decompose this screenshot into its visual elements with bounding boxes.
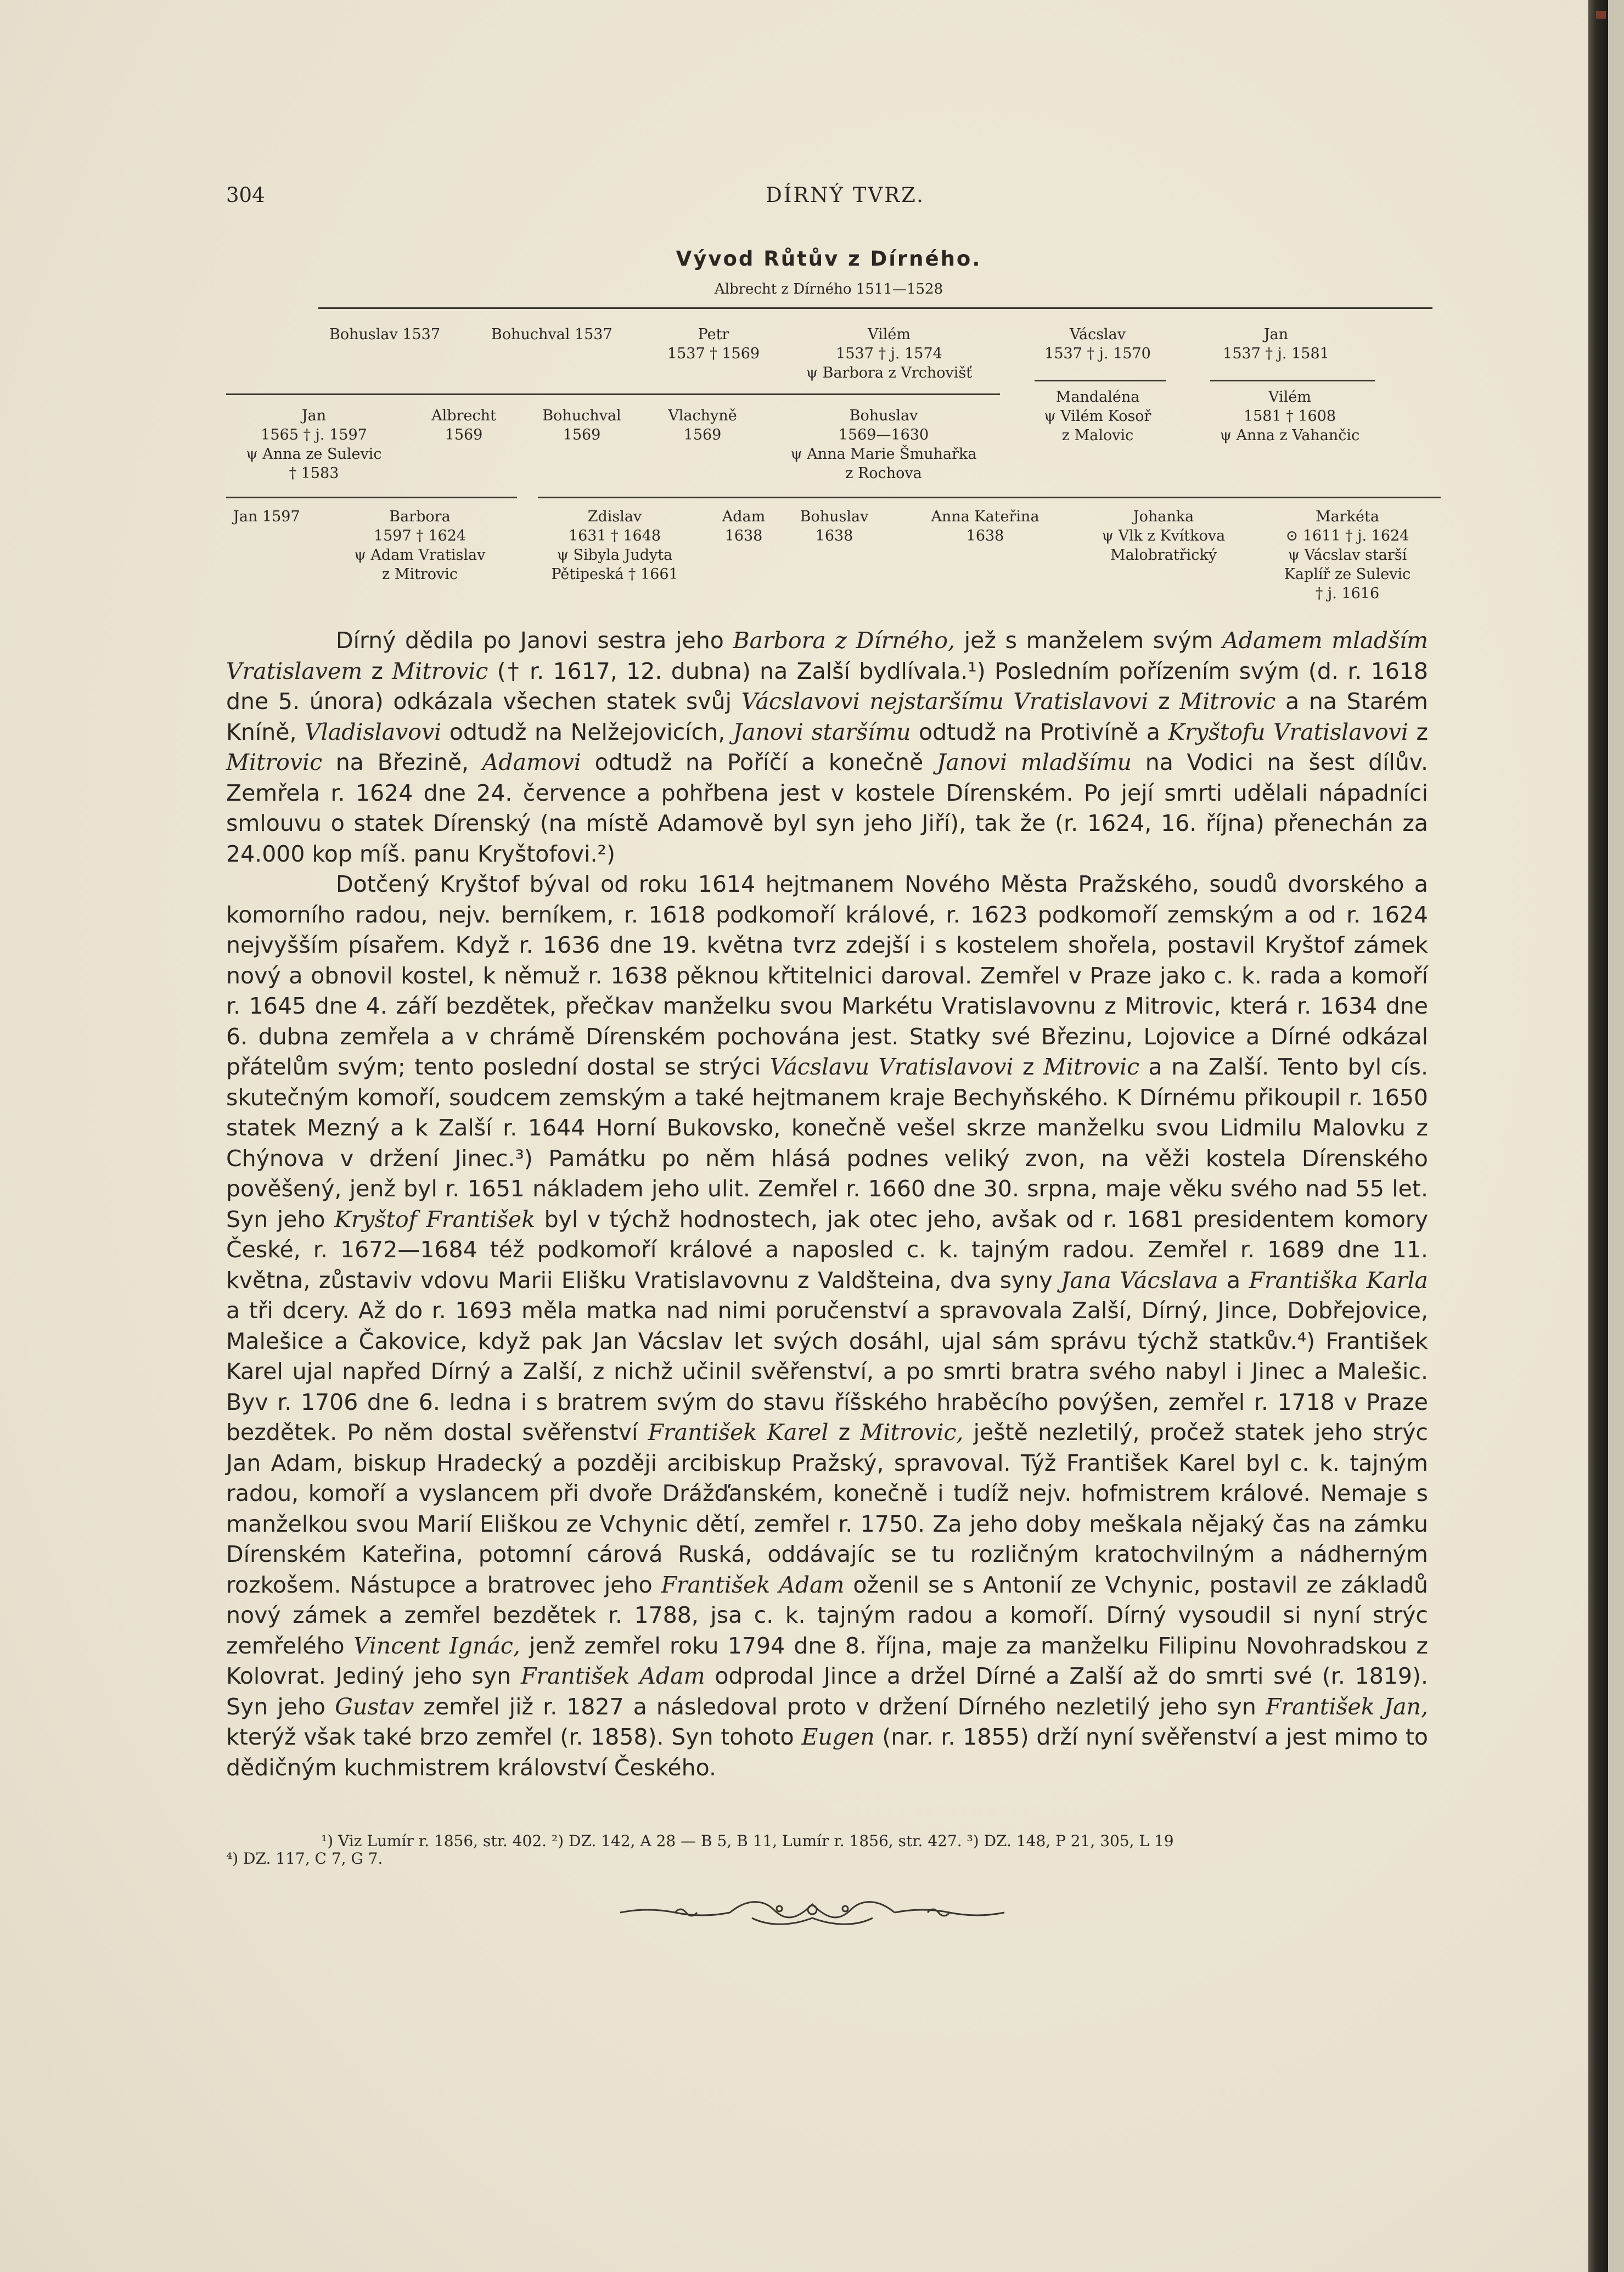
italic-name-run: František Adam [661,1571,845,1598]
node-line: 1638 [966,527,1004,544]
spine-mark [1596,11,1606,19]
italic-name-run: Františka Karla [1249,1267,1429,1294]
node-line: Johanka [1133,508,1194,525]
text-run: († r. 1617, 12. dubna) na Zalší bydlívala.¹) Posledním pořízením svým (d. r. 1618 dne 5. února) odkázala všechen statek svůj [226,657,1428,715]
italic-name-run: Mitrovic [1043,1054,1140,1080]
text-run: z [362,657,392,684]
node-line: Vilém [868,326,911,343]
person-bohuchval-1537 [491,325,612,344]
person-vilem-1581 [1196,387,1383,445]
node-line: 1597 † 1624 [373,527,467,544]
italic-name-run: Mitrovic [1179,688,1276,715]
text-run: jenž zemřel roku 1794 dne 8. října, maje za manželku Filipinu Novohradskou z Kolovrat. Jediný jeho syn [226,1632,1428,1689]
node-line: ⊙ 1611 † j. 1624 [1285,527,1409,544]
person-jan-1597 [233,507,300,526]
node-line: Vácslav [1069,326,1126,343]
footnote-line-2: ⁴) DZ. 117, C 7, G 7. [226,1849,383,1868]
node-line: † j. 1616 [1315,585,1380,602]
node-line: Mandaléna [1055,389,1140,406]
italic-name-run: Mitrovic, [860,1419,964,1446]
node-line: 1581 † 1608 [1243,408,1336,425]
person-johanka [1081,507,1246,565]
book-spine [1588,0,1608,2272]
text-run: Dotčený Kryštof býval od roku 1614 hejtmanem Nového Města Pražského, soudů dvorského a komorního radou, nejv. berníkem, r. 1618 podkomoří králové, r. 1623 podkomoří zemským a od r. 1624 nejvyšším písařem. Když r. 1636 dne 19. května tvrz zdejší i s kostelem shořela, postavil Kryštof zámek nový a obnovil kostel, k němuž r. 1638 pěknou křtitelnici daroval. Zemřel v Praze jako c. k. rada a komoří r. 1645 dne 4. září bezdětek, přečkav manželku svou Markétu Vratislavovnu z Mitrovic, která r. 1634 dne 6. dubna zemřela a v chrámě Dírenském pochována jest. Statky své Březinu, Lojovice a Dírné odkázal přátelům svým; tento poslední dostal se strýci [226,871,1428,1080]
person-bohuslav-1569 [768,406,999,483]
text-run: kterýž však také brzo zemřel (r. 1858). Syn tohoto [226,1724,802,1750]
person-bohuslav-1537 [329,325,440,344]
node-line: Malobratřický [1110,547,1217,564]
italic-name-run: Mitrovic [226,749,323,775]
italic-name-run: František Karel [648,1419,829,1446]
person-bohuchval-1569 [530,406,634,445]
node-line: Bohuslav 1537 [329,326,441,343]
italic-name-run: Vácslavu Vratislavovi [769,1054,1014,1080]
italic-name-run: Vácslavovi nejstaršímu Vratislavovi [741,688,1149,715]
text-run: z [1408,718,1428,745]
node-line: 1638 [815,527,853,544]
italic-name-run: Gustav [335,1693,414,1720]
italic-name-run: Adamovi [482,749,581,775]
node-line: 1537 † 1569 [667,345,760,362]
text-run: na Březině, [322,749,482,775]
person-adam [711,507,777,545]
node-line: † 1583 [289,465,339,482]
text-run: z [1148,688,1180,715]
text-run: odtudž na Nelžejovicích, [441,718,733,745]
node-line: 1537 † j. 1574 [836,345,942,362]
person-bohuslav-1638 [793,507,875,545]
italic-name-run: Vincent Ignác, [353,1632,520,1659]
node-line: ψ Barbora z Vrchovišť [806,364,973,381]
tree-line-gen2-b [1035,380,1166,381]
text-run: z [1013,1054,1043,1080]
node-line: ψ Vilém Kosoř [1044,408,1151,425]
node-line: ψ Anna Marie Šmuhařka [790,446,977,463]
node-line: 1537 † j. 1570 [1044,345,1151,362]
body-text [226,626,1428,1783]
node-line: 1631 † 1648 [568,527,661,544]
node-line: z Malovic [1061,427,1134,444]
node-line: ψ Anna z Vahančic [1220,427,1360,444]
italic-name-run: Kryštofu Vratislavovi [1168,718,1408,745]
node-line: Albrecht [431,407,496,424]
text-run: a na Starém Kníně, [226,688,1428,745]
node-line: Anna Kateřina [931,508,1039,525]
node-line: ψ Adam Vratislav [354,547,486,564]
node-line: Petr [698,326,729,343]
tree-line-gen3-b [538,497,1441,498]
text-run: a tři dcery. Až do r. 1693 měla matka nad nimi poručenství a spravovala Zalší, Dírný, Jince, Dobřejovice, Malešice a Čakovice, když pak Jan Vácslav let svých dosáhl, ujal sám správu týchž statkův.⁴) František Karel ujal napřed Dírný a Zalší, z nichž učinil svěřenství, a po smrti bratra svého nabyl i Jinec a Malešic. Byv r. 1706 dne 6. ledna i s bratrem svým do stavu říšského hraběcího povýšen, zemřel r. 1718 v Praze bezdětek. Po něm dostal svěřenství [226,1297,1428,1446]
node-line: Bohuchval 1537 [491,326,612,343]
page-number: 304 [226,183,265,207]
text-run: (nar. r. 1855) drží nyní svěřenství a jest mimo to dědičným kuchmistrem království Českého. [226,1724,1428,1781]
node-line: Bohuchval [542,407,621,424]
person-jan-1565 [226,406,402,483]
text-run: a na Zalší. Tento byl cís. skutečným komoří, soudcem zemským a také hejtmanem kraje Bechyňského. K Dírnému přikoupil r. 1650 statek Mezný a k Zalší r. 1644 Horní Bukovsko, konečně vešel skrze manželku svou Lidmilu Malovku z Chýnova v držení Jinec.³) Památku po něm hlásá podnes veliký zvon, na věži kostela Dírenského pověšený, jenž byl r. 1651 nákladem jeho ulit. Zemřel r. 1660 dne 30. srpna, maje věku svého nad 55 let. Syn jeho [226,1054,1428,1233]
text-run: odtudž na Poříčí a konečně [581,749,937,775]
footnote-line-1: ¹) Viz Lumír r. 1856, str. 402. ²) DZ. 142, A 28 — B 5, B 11, Lumír r. 1856, str. 427. ³) DZ. 148, P 21, 305, L 19 [321,1832,1174,1850]
italic-name-run: Barbora z Dírného, [733,627,956,654]
italic-name-run: Jana Vácslava [1061,1267,1218,1294]
node-line: 1569 [445,426,483,443]
italic-name-run: Adamem mladším Vratislavem [226,627,1429,684]
person-vilem [774,325,1004,383]
paragraph-1 [226,626,1428,869]
node-line: 1638 [724,527,763,544]
text-run: ještě nezletilý, pročež statek jeho strýc Jan Adam, biskup Hradecký a později arcibiskup Pražský, spravoval. Týž František Karel byl c. k. tajným radou, komoří a vyslancem při dvoře Drážďanském, konečně i tudíž nejv. hofmistrem králové. Nemaje s manželkou svou Marií Eliškou ze Vchynic dětí, zemřel r. 1750. Za jeho doby meškala nějaký čas na zámku Dírenském Kateřina, potomní cárová Ruská, oddávajíc se tu rozličným kratochvilným a nádherným rozkošem. Nástupce a bratrovec jeho [226,1419,1428,1598]
text-run: Dírný dědila po Janovi sestra jeho [336,627,733,654]
node-line: ψ Sibyla Judyta [557,547,673,564]
italic-name-run: Eugen [801,1724,875,1750]
node-line: Kaplíř ze Sulevic [1284,566,1411,583]
node-line: z Mitrovic [381,566,458,583]
tree-line-gen2-c [1210,380,1375,381]
running-head: DÍRNÝ TVRZ. [766,183,925,207]
text-run: z [828,1419,861,1446]
person-jan-1537 [1207,325,1345,363]
tree-line-gen2-a [226,393,1000,395]
node-line: Jan [301,407,327,424]
person-marketa [1265,507,1430,603]
node-line: Jan [1263,326,1289,343]
node-line: Adam [722,508,766,525]
node-line: Pětipeská † 1661 [551,566,678,583]
node-line: Markéta [1316,508,1379,525]
person-mandalena [1021,387,1175,445]
text-run: a [1218,1267,1249,1294]
genealogy-root: Albrecht z Dírného 1511—1528 [714,281,943,297]
person-vlachyne [653,406,752,445]
italic-name-run: Kryštof František [334,1206,536,1233]
paragraph-2 [226,869,1428,1783]
node-line: ψ Vácslav starší [1288,547,1407,564]
italic-name-run: Mitrovic [392,657,488,684]
node-line: Jan 1597 [233,508,300,525]
node-line: 1569 [683,426,722,443]
person-anna-katerina [914,507,1057,545]
node-line: Bohuslav [849,407,918,424]
node-line: Zdislav [587,508,642,525]
italic-name-run: Janovi staršímu [733,718,911,745]
person-barbora [340,507,499,584]
text-run: zemřel již r. 1827 a následoval proto v držení Dírného nezletilý jeho syn [414,1693,1266,1720]
person-zdislav [538,507,692,584]
tree-line-gen1 [318,307,1432,309]
italic-name-run: František Jan, [1265,1693,1428,1720]
node-line: 1569 [563,426,601,443]
italic-name-run: František Adam [521,1663,705,1689]
person-albrecht [417,406,510,445]
node-line: Vlachyně [668,407,737,424]
node-line: Vilém [1268,389,1311,406]
node-line: ψ Vlk z Kvítkova [1102,527,1226,544]
italic-name-run: Janovi mladšímu [936,749,1132,775]
ornament-vignette [615,1893,1010,1932]
text-run: odtudž na Protivíně a [911,718,1168,745]
text-run: odprodal Jince a držel Dírné a Zalší až do smrti své (r. 1819). Syn jeho [226,1663,1428,1720]
text-run: na Vodici na šest dílův. Zemřela r. 1624 dne 24. července a pohřbena jest v kostele Dírenském. Po její smrti udělali nápadníci smlouvu o statek Dírenský (na místě Adamově byl syn jeho Jiří), tak že (r. 1624, 16. října) přenechán za 24.000 kop míš. panu Kryštofovi.²) [226,749,1428,867]
node-line: ψ Anna ze Sulevic [246,446,382,463]
person-petr [661,325,766,363]
node-line: 1565 † j. 1597 [261,426,367,443]
person-vacslav [1032,325,1164,363]
genealogy-title: Vývod Růtův z Dírného. [676,247,982,271]
node-line: Barbora [389,508,451,525]
node-line: Bohuslav [800,508,869,525]
node-line: z Rochova [845,465,922,482]
node-line: 1537 † j. 1581 [1223,345,1329,362]
tree-line-gen3-a [226,497,517,498]
text-run: byl v týchž hodnostech, jak otec jeho, avšak od r. 1681 presidentem komory České, r. 1672—1684 též podkomoří králové a naposled c. k. tajným radou. Zemřel r. 1689 dne 11. května, zůstaviv vdovu Marii Elišku Vratislavovnu z Valdšteina, dva syny [226,1206,1429,1294]
text-run: jež s manželem svým [955,627,1223,654]
text-run: oženil se s Antonií ze Vchynic, postavil ze základů nový zámek a zemřel bezdětek r. 1788, jsa c. k. tajným radou a komoří. Dírný vysoudil si nyní strýc zemřelého [226,1571,1429,1659]
italic-name-run: Vladislavovi [305,718,442,745]
node-line: 1569—1630 [838,426,929,443]
